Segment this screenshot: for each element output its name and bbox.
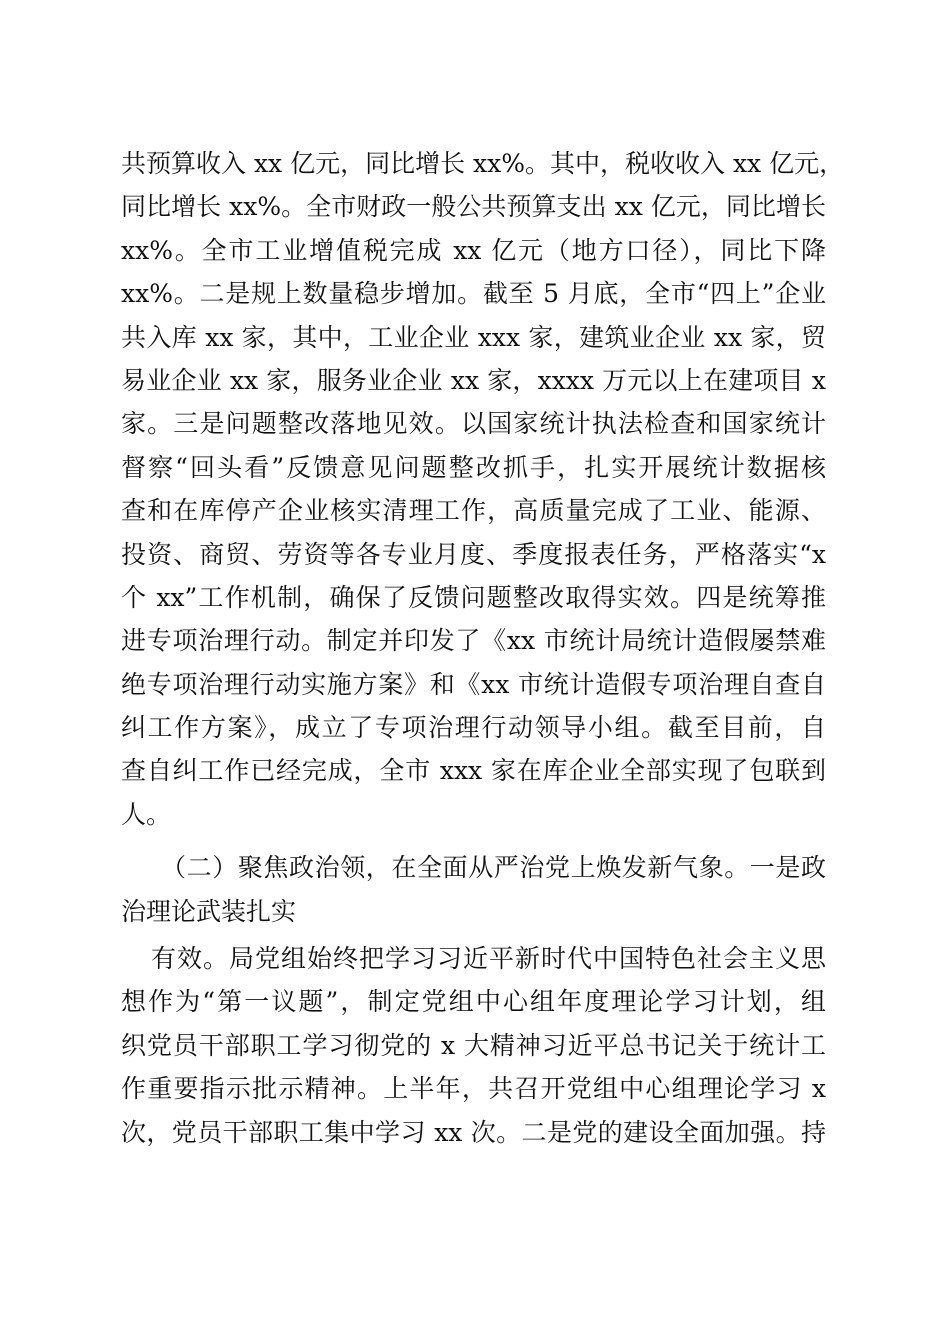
text-line: 督察“回头看”反馈意见问题整改抓手，扎实开展统计数据核 [121, 452, 826, 482]
section-heading [121, 846, 826, 933]
text-line: 投资、商贸、劳资等各专业月度、季度报表任务，严格落实“x [121, 539, 826, 569]
text-line: 织党员干部职工学习彻党的 x 大精神习近平总书记关于统计工 [121, 1030, 826, 1060]
heading-line: （二）聚焦政治领，在全面从严治党上焕发新气象。一是政 [161, 853, 826, 883]
heading-line: 治理论武装扎实 [121, 896, 297, 926]
text-line: 人。 [121, 799, 172, 829]
document-body [121, 142, 845, 1154]
text-line: 进专项治理行动。制定并印发了《xx 市统计局统计造假屡禁难 [121, 626, 826, 656]
paragraph-gap [121, 836, 826, 846]
text-line: 作重要指示批示精神。上半年，共召开党组中心组理论学习 x [121, 1074, 826, 1104]
text-line: 同比增长 xx%。全市财政一般公共预算支出 xx 亿元，同比增长 [121, 192, 826, 222]
text-line: 绝专项治理行动实施方案》和《xx 市统计造假专项治理自查自 [121, 669, 826, 699]
text-line: xx%。全市工业增值税完成 xx 亿元（地方口径），同比下降 [121, 235, 826, 265]
paragraph-statistics [121, 142, 845, 836]
text-line: 个 xx”工作机制，确保了反馈问题整改取得实效。四是统筹推 [121, 582, 826, 612]
text-line: 共入库 xx 家，其中，工业企业 xxx 家，建筑业企业 xx 家，贸 [121, 322, 826, 352]
paragraph-party-building [121, 937, 826, 1154]
text-line: 纠工作方案》，成立了专项治理行动领导小组。截至目前，自 [121, 713, 826, 743]
text-line: 查自纠工作已经完成，全市 xxx 家在库企业全部实现了包联到 [121, 756, 826, 786]
text-line: xx%。二是规上数量稳步增加。截至 5 月底，全市“四上”企业 [121, 279, 826, 309]
text-line: 次，党员干部职工集中学习 xx 次。二是党的建设全面加强。持 [121, 1117, 826, 1147]
text-line: 查和在库停产企业核实清理工作，高质量完成了工业、能源、 [121, 496, 826, 526]
text-line: 家。三是问题整改落地见效。以国家统计执法检查和国家统计 [121, 409, 826, 439]
text-line: 共预算收入 xx 亿元，同比增长 xx%。其中，税收收入 xx 亿元， [121, 149, 845, 178]
text-line: 易业企业 xx 家，服务业企业 xx 家，xxxx 万元以上在建项目 x [121, 365, 826, 395]
text-line: 想作为“第一议题”，制定党组中心组年度理论学习计划，组 [121, 987, 826, 1017]
text-line: 有效。局党组始终把学习习近平新时代中国特色社会主义思 [151, 944, 826, 974]
